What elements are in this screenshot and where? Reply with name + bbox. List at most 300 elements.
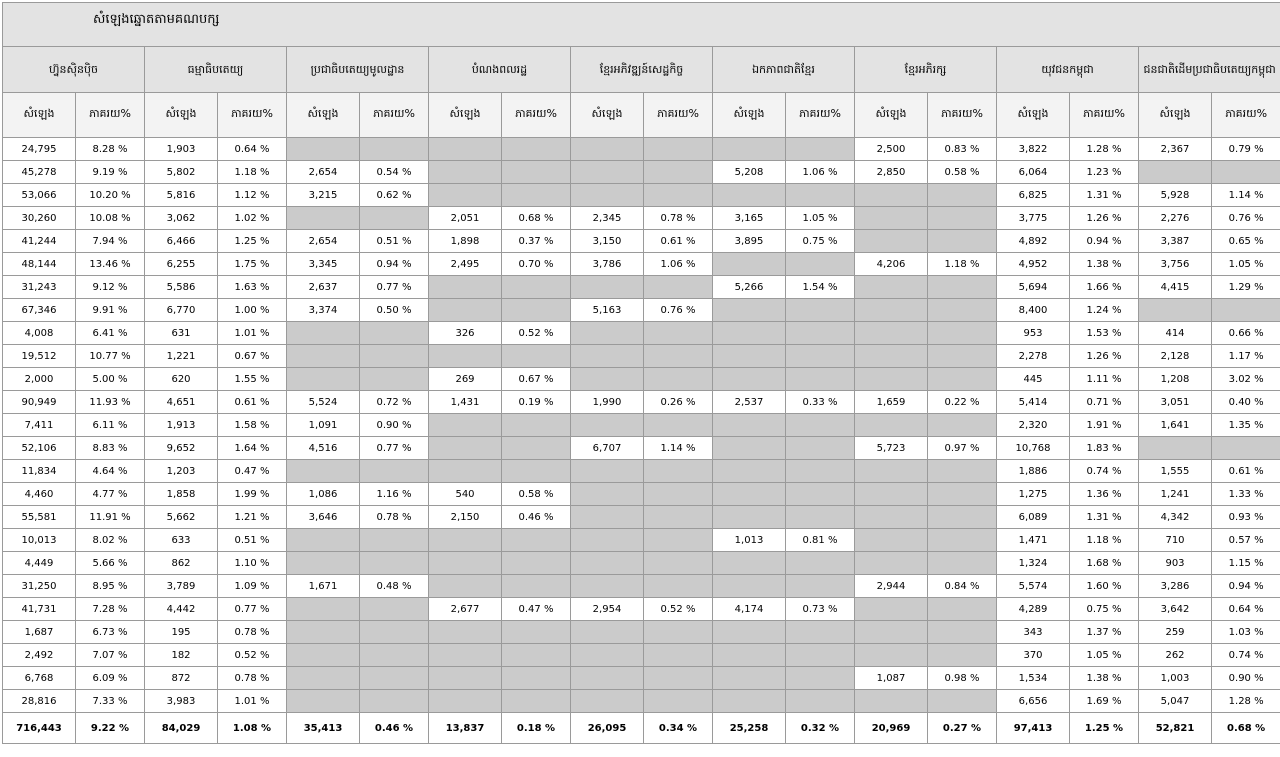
empty-cell: [644, 690, 713, 713]
empty-cell: [786, 690, 855, 713]
empty-cell: [713, 644, 786, 667]
empty-cell: [786, 414, 855, 437]
vote-count-cell: 8,400: [997, 299, 1070, 322]
empty-cell: [855, 322, 928, 345]
table-row: [3, 299, 1280, 322]
vote-count-cell: 5,524: [287, 391, 360, 414]
vote-count-cell: 3,150: [571, 230, 644, 253]
empty-cell: [928, 460, 997, 483]
empty-cell: [502, 184, 571, 207]
empty-cell: [713, 253, 786, 276]
table-row: [3, 207, 1280, 230]
vote-count-cell: 19,512: [3, 345, 76, 368]
vote-count-cell: 53,066: [3, 184, 76, 207]
party-header: ខ្មែរអភិរក្ស: [855, 47, 997, 93]
vote-percent-cell: 0.66 %: [1212, 322, 1280, 345]
vote-count-cell: 1,086: [287, 483, 360, 506]
vote-percent-cell: 0.68 %: [502, 207, 571, 230]
empty-cell: [360, 529, 429, 552]
vote-count-cell: 3,786: [571, 253, 644, 276]
vote-count-cell: 6,466: [145, 230, 218, 253]
vote-count-cell: 2,537: [713, 391, 786, 414]
table-row: [3, 253, 1280, 276]
table-row: [3, 529, 1280, 552]
vote-percent-cell: 0.97 %: [928, 437, 997, 460]
empty-cell: [429, 138, 502, 161]
vote-percent-cell: 1.31 %: [1070, 506, 1139, 529]
vote-count-cell: 1,203: [145, 460, 218, 483]
empty-cell: [644, 667, 713, 690]
vote-percent-cell: 8.83 %: [76, 437, 145, 460]
empty-cell: [571, 575, 644, 598]
empty-cell: [571, 161, 644, 184]
vote-percent-cell: 0.83 %: [928, 138, 997, 161]
vote-count-cell: 6,770: [145, 299, 218, 322]
vote-count-cell: 5,662: [145, 506, 218, 529]
vote-count-cell: 30,260: [3, 207, 76, 230]
empty-cell: [502, 299, 571, 322]
vote-percent-cell: 0.90 %: [1212, 667, 1280, 690]
vote-count-cell: 2,954: [571, 598, 644, 621]
vote-percent-cell: 0.52 %: [218, 644, 287, 667]
empty-cell: [713, 483, 786, 506]
empty-cell: [287, 667, 360, 690]
vote-count-cell: 1,687: [3, 621, 76, 644]
vote-count-cell: 259: [1139, 621, 1212, 644]
empty-cell: [571, 345, 644, 368]
vote-percent-cell: 1.29 %: [1212, 276, 1280, 299]
vote-percent-cell: 0.57 %: [1212, 529, 1280, 552]
total-votes-cell: 13,837: [429, 713, 502, 744]
empty-cell: [786, 644, 855, 667]
empty-cell: [786, 138, 855, 161]
vote-count-cell: 2,677: [429, 598, 502, 621]
empty-cell: [928, 345, 997, 368]
vote-percent-cell: 7.33 %: [76, 690, 145, 713]
empty-cell: [713, 437, 786, 460]
vote-count-cell: 2,128: [1139, 345, 1212, 368]
empty-cell: [928, 368, 997, 391]
vote-count-cell: 269: [429, 368, 502, 391]
table-row: [3, 391, 1280, 414]
vote-percent-cell: 0.67 %: [218, 345, 287, 368]
empty-cell: [360, 621, 429, 644]
empty-cell: [855, 276, 928, 299]
vote-percent-cell: 1.14 %: [644, 437, 713, 460]
empty-cell: [571, 667, 644, 690]
empty-cell: [429, 345, 502, 368]
vote-percent-cell: 6.11 %: [76, 414, 145, 437]
vote-percent-cell: 1.01 %: [218, 690, 287, 713]
total-votes-cell: 52,821: [1139, 713, 1212, 744]
empty-cell: [429, 575, 502, 598]
empty-cell: [713, 552, 786, 575]
vote-count-cell: 2,654: [287, 161, 360, 184]
vote-count-cell: 1,431: [429, 391, 502, 414]
empty-cell: [287, 460, 360, 483]
empty-cell: [928, 690, 997, 713]
empty-cell: [502, 529, 571, 552]
vote-count-cell: 11,834: [3, 460, 76, 483]
vote-percent-cell: 0.46 %: [502, 506, 571, 529]
percent-header: ភាគរយ%: [360, 93, 429, 138]
vote-percent-cell: 1.31 %: [1070, 184, 1139, 207]
vote-count-cell: 953: [997, 322, 1070, 345]
empty-cell: [287, 621, 360, 644]
total-votes-cell: 716,443: [3, 713, 76, 744]
vote-count-cell: 1,886: [997, 460, 1070, 483]
table-row: [3, 506, 1280, 529]
empty-cell: [855, 184, 928, 207]
table-row: [3, 483, 1280, 506]
party-header: ជនជាតិដើមប្រជាធិបតេយ្យកម្ពុជា: [1139, 47, 1280, 93]
total-percent-cell: 0.27 %: [928, 713, 997, 744]
vote-count-cell: 1,671: [287, 575, 360, 598]
vote-count-cell: 6,656: [997, 690, 1070, 713]
vote-percent-cell: 3.02 %: [1212, 368, 1280, 391]
vote-count-cell: 2,278: [997, 345, 1070, 368]
empty-cell: [928, 299, 997, 322]
percent-header: ភាគរយ%: [1070, 93, 1139, 138]
empty-cell: [928, 230, 997, 253]
vote-percent-cell: 1.11 %: [1070, 368, 1139, 391]
vote-percent-cell: 1.26 %: [1070, 207, 1139, 230]
vote-count-cell: 90,949: [3, 391, 76, 414]
vote-count-cell: 1,903: [145, 138, 218, 161]
vote-count-cell: 6,064: [997, 161, 1070, 184]
vote-percent-cell: 1.35 %: [1212, 414, 1280, 437]
vote-percent-cell: 1.58 %: [218, 414, 287, 437]
empty-cell: [786, 575, 855, 598]
vote-count-cell: 4,174: [713, 598, 786, 621]
votes-header: សំឡេង: [1139, 93, 1212, 138]
percent-header: ភាគរយ%: [786, 93, 855, 138]
vote-percent-cell: 9.91 %: [76, 299, 145, 322]
vote-percent-cell: 0.51 %: [218, 529, 287, 552]
table-row: [3, 276, 1280, 299]
empty-cell: [360, 598, 429, 621]
empty-cell: [571, 414, 644, 437]
empty-cell: [360, 667, 429, 690]
empty-cell: [571, 552, 644, 575]
vote-count-cell: 3,775: [997, 207, 1070, 230]
vote-count-cell: 1,221: [145, 345, 218, 368]
title-row: [3, 3, 1280, 47]
vote-percent-cell: 1.53 %: [1070, 322, 1139, 345]
empty-cell: [855, 460, 928, 483]
table-row: [3, 667, 1280, 690]
empty-cell: [786, 253, 855, 276]
vote-count-cell: 3,286: [1139, 575, 1212, 598]
vote-count-cell: 5,928: [1139, 184, 1212, 207]
vote-percent-cell: 0.48 %: [360, 575, 429, 598]
vote-percent-cell: 9.19 %: [76, 161, 145, 184]
empty-cell: [502, 575, 571, 598]
vote-count-cell: 6,825: [997, 184, 1070, 207]
empty-cell: [502, 161, 571, 184]
empty-cell: [571, 644, 644, 667]
party-header-row: [3, 47, 1280, 93]
percent-header: ភាគរយ%: [1212, 93, 1280, 138]
vote-count-cell: 445: [997, 368, 1070, 391]
empty-cell: [287, 690, 360, 713]
vote-percent-cell: 0.93 %: [1212, 506, 1280, 529]
vote-percent-cell: 1.17 %: [1212, 345, 1280, 368]
vote-percent-cell: 0.52 %: [502, 322, 571, 345]
vote-count-cell: 1,858: [145, 483, 218, 506]
vote-count-cell: 2,654: [287, 230, 360, 253]
vote-percent-cell: 10.20 %: [76, 184, 145, 207]
vote-count-cell: 2,500: [855, 138, 928, 161]
vote-percent-cell: 4.64 %: [76, 460, 145, 483]
empty-cell: [429, 437, 502, 460]
vote-percent-cell: 0.94 %: [1212, 575, 1280, 598]
empty-cell: [928, 276, 997, 299]
vote-percent-cell: 1.91 %: [1070, 414, 1139, 437]
vote-percent-cell: 1.24 %: [1070, 299, 1139, 322]
vote-count-cell: 5,723: [855, 437, 928, 460]
vote-percent-cell: 0.52 %: [644, 598, 713, 621]
vote-count-cell: 1,091: [287, 414, 360, 437]
vote-percent-cell: 1.05 %: [1212, 253, 1280, 276]
party-header: ឯកភាពជាតិខ្មែរ: [713, 47, 855, 93]
empty-cell: [571, 322, 644, 345]
total-percent-cell: 9.22 %: [76, 713, 145, 744]
vote-percent-cell: 0.81 %: [786, 529, 855, 552]
vote-percent-cell: 0.26 %: [644, 391, 713, 414]
empty-cell: [571, 276, 644, 299]
table-row: [3, 138, 1280, 161]
votes-header: សំឡេង: [429, 93, 502, 138]
empty-cell: [287, 207, 360, 230]
vote-count-cell: 1,534: [997, 667, 1070, 690]
empty-cell: [571, 621, 644, 644]
empty-cell: [429, 276, 502, 299]
vote-count-cell: 5,586: [145, 276, 218, 299]
vote-count-cell: 5,163: [571, 299, 644, 322]
empty-cell: [786, 322, 855, 345]
empty-cell: [502, 345, 571, 368]
vote-count-cell: 2,492: [3, 644, 76, 667]
vote-percent-cell: 0.72 %: [360, 391, 429, 414]
vote-count-cell: 370: [997, 644, 1070, 667]
total-votes-cell: 20,969: [855, 713, 928, 744]
table-row: [3, 368, 1280, 391]
vote-percent-cell: 1.23 %: [1070, 161, 1139, 184]
empty-cell: [644, 138, 713, 161]
empty-cell: [571, 506, 644, 529]
empty-cell: [1139, 161, 1212, 184]
vote-percent-cell: 1.38 %: [1070, 667, 1139, 690]
party-header: បំណងពលរដ្ឋ: [429, 47, 571, 93]
vote-percent-cell: 0.70 %: [502, 253, 571, 276]
sheet-title: សំឡេងឆ្នោតតាមគណបក្ស: [3, 3, 1280, 47]
vote-count-cell: 52,106: [3, 437, 76, 460]
empty-cell: [429, 621, 502, 644]
vote-percent-cell: 0.78 %: [218, 621, 287, 644]
empty-cell: [713, 506, 786, 529]
vote-count-cell: 2,276: [1139, 207, 1212, 230]
vote-count-cell: 1,641: [1139, 414, 1212, 437]
vote-count-cell: 6,707: [571, 437, 644, 460]
vote-count-cell: 872: [145, 667, 218, 690]
empty-cell: [713, 299, 786, 322]
vote-percent-cell: 1.00 %: [218, 299, 287, 322]
empty-cell: [928, 207, 997, 230]
vote-percent-cell: 1.33 %: [1212, 483, 1280, 506]
vote-percent-cell: 0.61 %: [1212, 460, 1280, 483]
vote-percent-cell: 1.28 %: [1212, 690, 1280, 713]
table-row: [3, 184, 1280, 207]
vote-count-cell: 1,003: [1139, 667, 1212, 690]
table-row: [3, 437, 1280, 460]
vote-percent-cell: 1.02 %: [218, 207, 287, 230]
table-row: [3, 345, 1280, 368]
empty-cell: [1212, 161, 1280, 184]
vote-count-cell: 620: [145, 368, 218, 391]
total-votes-cell: 25,258: [713, 713, 786, 744]
vote-percent-cell: 0.58 %: [928, 161, 997, 184]
vote-percent-cell: 1.68 %: [1070, 552, 1139, 575]
vote-count-cell: 3,062: [145, 207, 218, 230]
vote-percent-cell: 6.09 %: [76, 667, 145, 690]
empty-cell: [287, 345, 360, 368]
table-row: [3, 230, 1280, 253]
vote-percent-cell: 0.37 %: [502, 230, 571, 253]
vote-percent-cell: 1.36 %: [1070, 483, 1139, 506]
table-row: [3, 322, 1280, 345]
empty-cell: [287, 552, 360, 575]
table-row: [3, 460, 1280, 483]
table-row: [3, 575, 1280, 598]
vote-count-cell: 2,637: [287, 276, 360, 299]
vote-count-cell: 3,374: [287, 299, 360, 322]
vote-percent-cell: 0.62 %: [360, 184, 429, 207]
empty-cell: [360, 552, 429, 575]
vote-count-cell: 3,165: [713, 207, 786, 230]
empty-cell: [429, 529, 502, 552]
vote-count-cell: 10,013: [3, 529, 76, 552]
vote-count-cell: 633: [145, 529, 218, 552]
vote-count-cell: 9,652: [145, 437, 218, 460]
empty-cell: [1212, 299, 1280, 322]
empty-cell: [360, 690, 429, 713]
empty-cell: [502, 276, 571, 299]
vote-count-cell: 5,574: [997, 575, 1070, 598]
vote-percent-cell: 1.63 %: [218, 276, 287, 299]
empty-cell: [287, 138, 360, 161]
empty-cell: [786, 184, 855, 207]
empty-cell: [571, 138, 644, 161]
total-percent-cell: 0.34 %: [644, 713, 713, 744]
vote-percent-cell: 0.94 %: [360, 253, 429, 276]
vote-percent-cell: 1.60 %: [1070, 575, 1139, 598]
empty-cell: [571, 529, 644, 552]
empty-cell: [1139, 437, 1212, 460]
vote-percent-cell: 1.16 %: [360, 483, 429, 506]
table-row: [3, 644, 1280, 667]
vote-count-cell: 10,768: [997, 437, 1070, 460]
total-percent-cell: 1.08 %: [218, 713, 287, 744]
vote-percent-cell: 1.99 %: [218, 483, 287, 506]
total-row: [3, 713, 1280, 744]
empty-cell: [287, 598, 360, 621]
total-votes-cell: 97,413: [997, 713, 1070, 744]
vote-percent-cell: 1.05 %: [1070, 644, 1139, 667]
table-row: [3, 598, 1280, 621]
vote-count-cell: 4,442: [145, 598, 218, 621]
vote-percent-cell: 1.09 %: [218, 575, 287, 598]
vote-percent-cell: 1.14 %: [1212, 184, 1280, 207]
vote-percent-cell: 0.78 %: [218, 667, 287, 690]
party-header: ប្រជាធិបតេយ្យមូលដ្ឋាន: [287, 47, 429, 93]
vote-count-cell: 3,895: [713, 230, 786, 253]
vote-percent-cell: 0.76 %: [1212, 207, 1280, 230]
empty-cell: [928, 529, 997, 552]
vote-percent-cell: 7.28 %: [76, 598, 145, 621]
vote-percent-cell: 0.19 %: [502, 391, 571, 414]
empty-cell: [360, 460, 429, 483]
total-votes-cell: 35,413: [287, 713, 360, 744]
percent-header: ភាគរយ%: [502, 93, 571, 138]
empty-cell: [855, 552, 928, 575]
vote-count-cell: 2,051: [429, 207, 502, 230]
empty-cell: [429, 690, 502, 713]
vote-percent-cell: 0.51 %: [360, 230, 429, 253]
vote-percent-cell: 1.69 %: [1070, 690, 1139, 713]
empty-cell: [786, 299, 855, 322]
vote-count-cell: 5,694: [997, 276, 1070, 299]
vote-count-cell: 343: [997, 621, 1070, 644]
empty-cell: [571, 460, 644, 483]
vote-count-cell: 1,555: [1139, 460, 1212, 483]
empty-cell: [713, 621, 786, 644]
vote-percent-cell: 1.25 %: [218, 230, 287, 253]
vote-percent-cell: 9.12 %: [76, 276, 145, 299]
vote-percent-cell: 1.66 %: [1070, 276, 1139, 299]
vote-count-cell: 4,008: [3, 322, 76, 345]
vote-percent-cell: 1.03 %: [1212, 621, 1280, 644]
total-votes-cell: 26,095: [571, 713, 644, 744]
vote-percent-cell: 1.54 %: [786, 276, 855, 299]
empty-cell: [855, 345, 928, 368]
vote-count-cell: 5,414: [997, 391, 1070, 414]
empty-cell: [786, 437, 855, 460]
vote-percent-cell: 0.77 %: [360, 437, 429, 460]
vote-percent-cell: 10.77 %: [76, 345, 145, 368]
vote-count-cell: 3,822: [997, 138, 1070, 161]
empty-cell: [786, 621, 855, 644]
vote-count-cell: 45,278: [3, 161, 76, 184]
vote-percent-cell: 0.58 %: [502, 483, 571, 506]
vote-count-cell: 6,089: [997, 506, 1070, 529]
vote-count-cell: 7,411: [3, 414, 76, 437]
total-percent-cell: 0.32 %: [786, 713, 855, 744]
vote-count-cell: 28,816: [3, 690, 76, 713]
vote-count-cell: 2,944: [855, 575, 928, 598]
empty-cell: [644, 414, 713, 437]
vote-count-cell: 195: [145, 621, 218, 644]
empty-cell: [429, 299, 502, 322]
vote-count-cell: 1,208: [1139, 368, 1212, 391]
vote-count-cell: 903: [1139, 552, 1212, 575]
vote-percent-cell: 0.67 %: [502, 368, 571, 391]
empty-cell: [855, 621, 928, 644]
vote-percent-cell: 0.22 %: [928, 391, 997, 414]
vote-percent-cell: 1.06 %: [644, 253, 713, 276]
vote-count-cell: 5,802: [145, 161, 218, 184]
vote-percent-cell: 8.02 %: [76, 529, 145, 552]
